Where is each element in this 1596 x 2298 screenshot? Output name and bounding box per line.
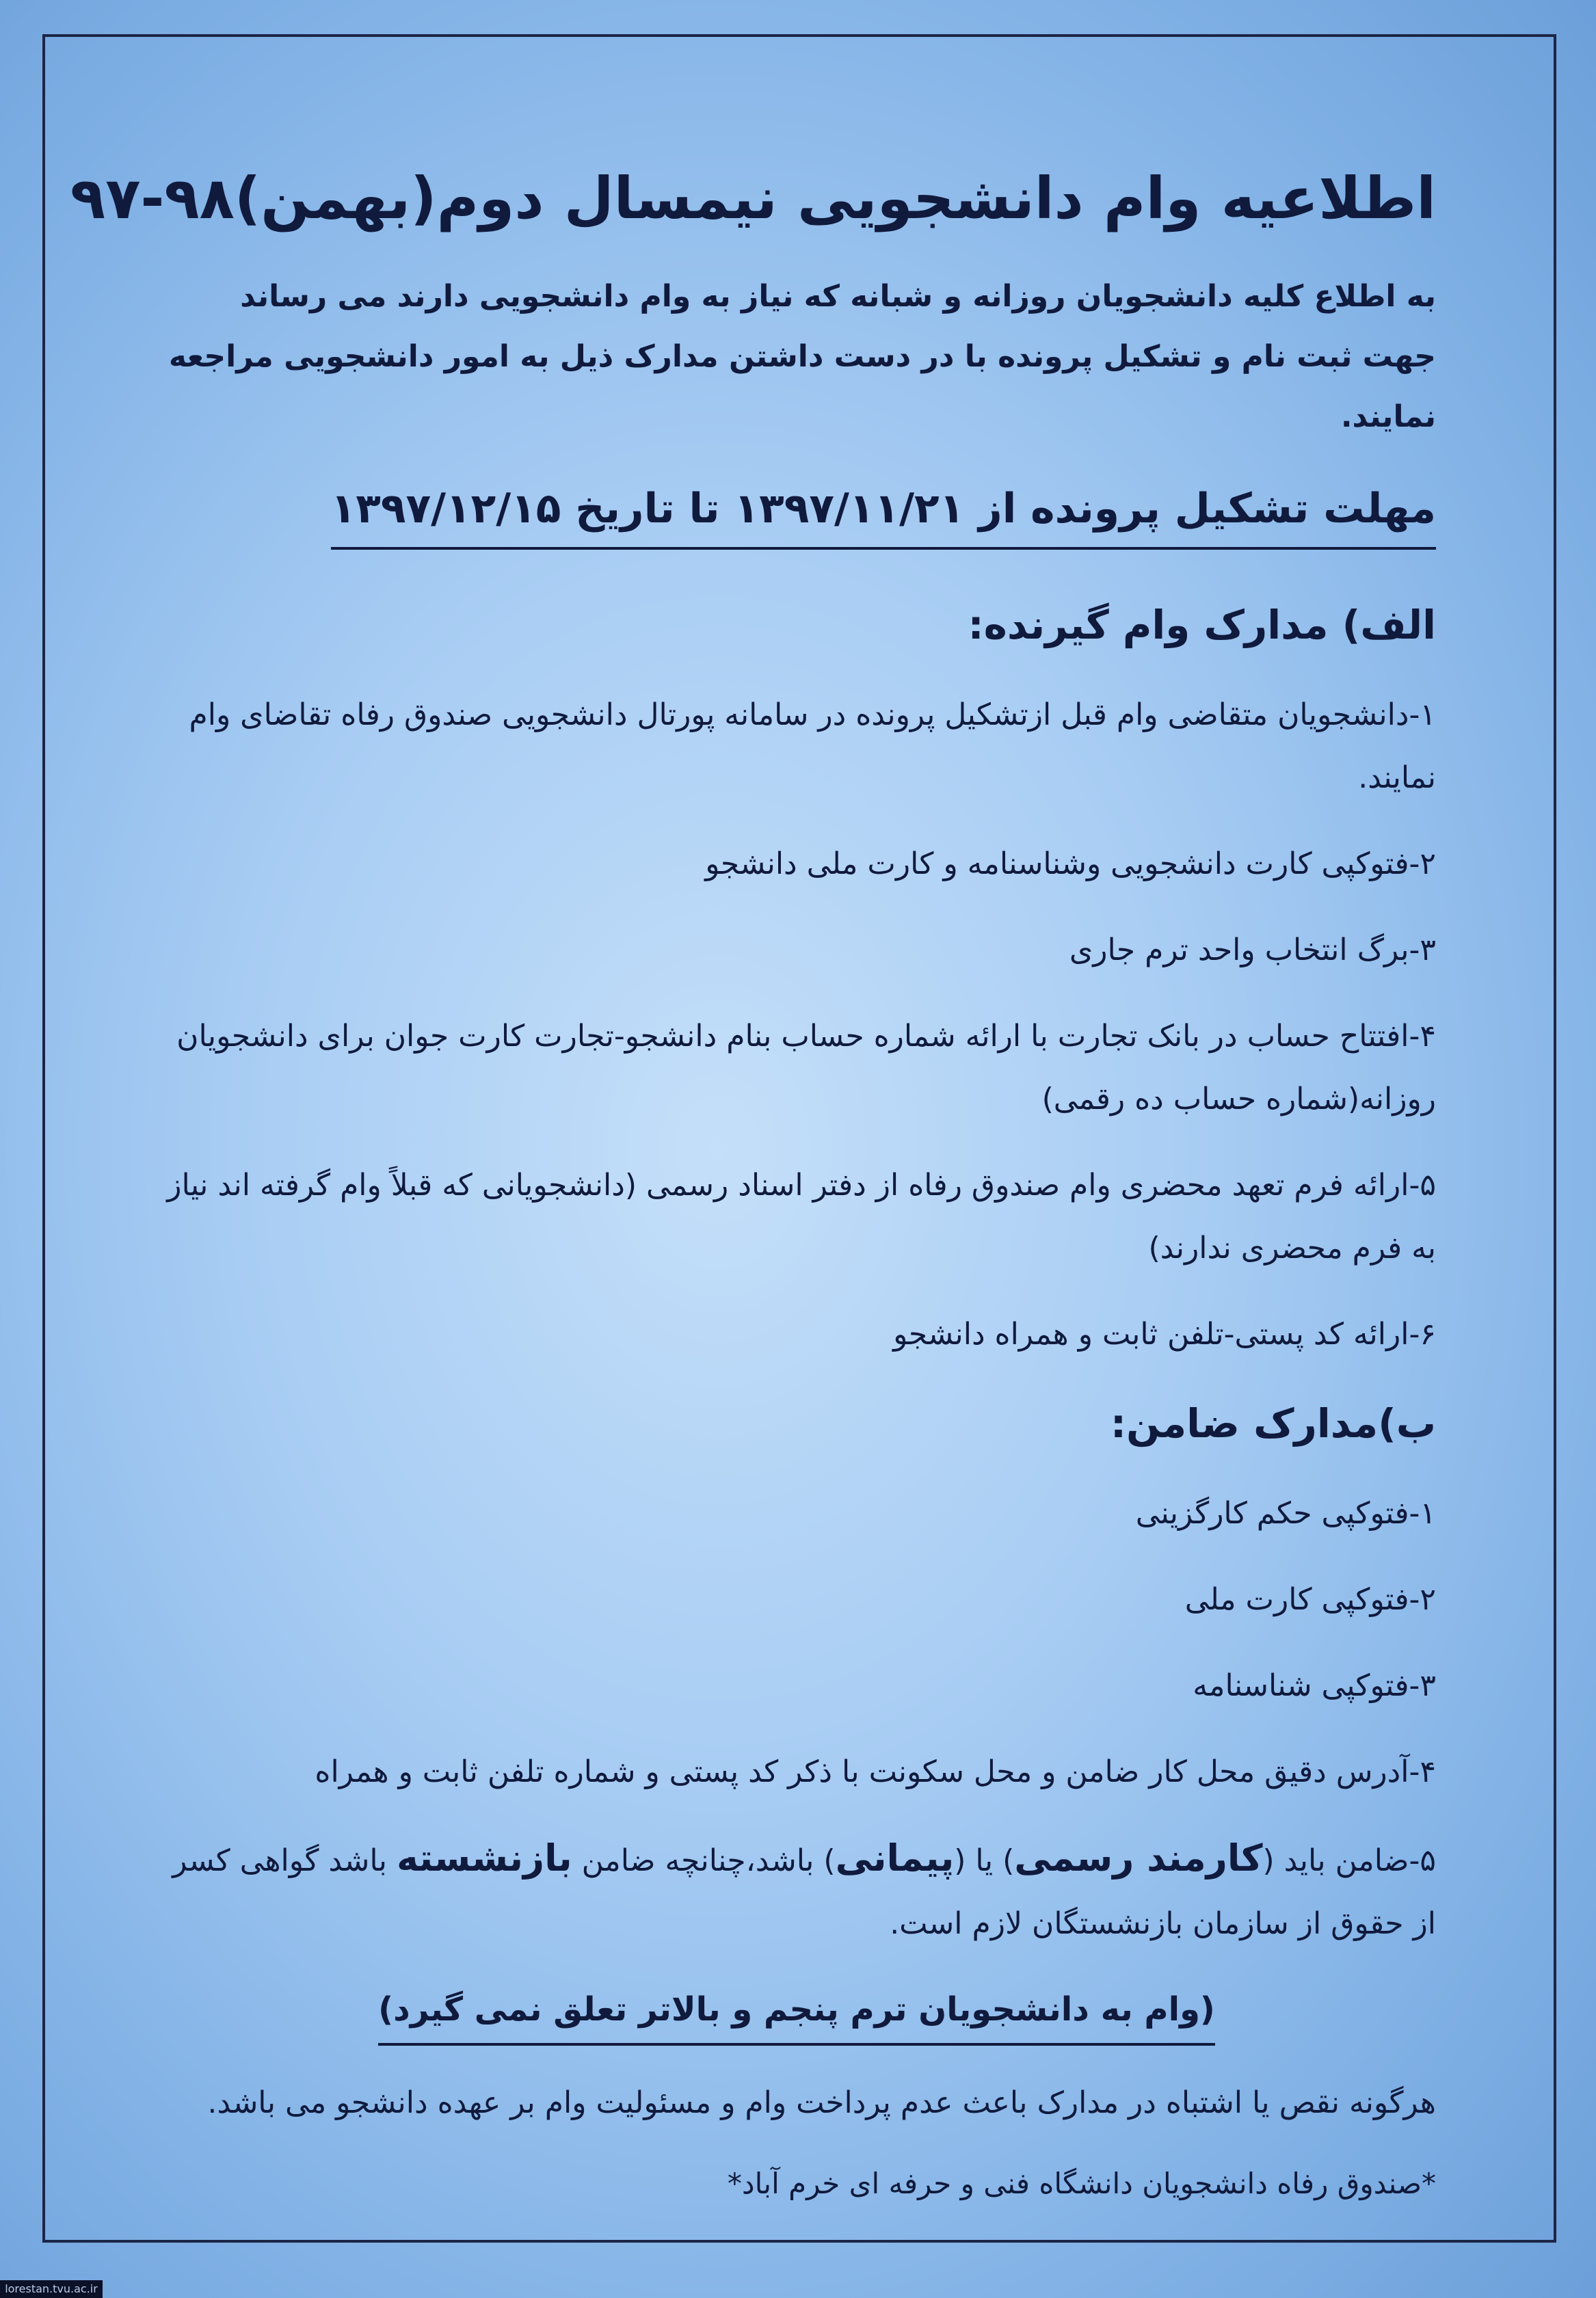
guarantor-item-5-part3: ) باشد،چنانچه ضامن	[572, 1843, 836, 1878]
notice-wrapper	[157, 1979, 1436, 2046]
eligibility-notice: (وام به دانشجویان ترم پنجم و بالاتر تعلق نمی گیرد)	[378, 1979, 1215, 2046]
guarantor-item-1: ۱-فتوکپی حکم کارگزینی	[1135, 1496, 1436, 1531]
borrower-item-1: ۱-دانشجویان متقاضی وام قبل ازتشکیل پرونده در سامانه پورتال دانشجویی صندوق رفاه تقاضای وام نمایند.	[189, 697, 1436, 795]
borrower-item-4: ۴-افتتاح حساب در بانک تجارت با ارائه شماره حساب بنام دانشجو-تجارت کارت جوان برای دانشجویان روزانه(شماره حساب ده رقمی)	[176, 1019, 1436, 1117]
site-watermark: lorestan.tvu.ac.ir	[0, 2280, 103, 2298]
retired-emphasis: بازنشسته	[397, 1836, 572, 1880]
guarantor-item-5	[157, 1827, 1436, 1955]
borrower-item-5: ۵-ارائه فرم تعهد محضری وام صندوق رفاه از دفتر اسناد رسمی (دانشجویانی که قبلاً وام گرفته اند نیاز به فرم محضری ندارند)	[167, 1168, 1436, 1266]
announcement-title: اطلاعیه وام دانشجویی نیمسال دوم(بهمن)۹۸-۹۷	[70, 165, 1436, 232]
responsibility-footnote: هرگونه نقص یا اشتباه در مدارک باعث عدم پرداخت وام و مسئولیت وام بر عهده دانشجو می باشد.	[207, 2085, 1436, 2120]
issuer-signature: *صندوق رفاه دانشجویان دانشگاه فنی و حرفه ای خرم آباد*	[727, 2167, 1436, 2200]
guarantor-item-4: ۴-آدرس دقیق محل کار ضامن و محل سکونت با ذکر کد پستی و شماره تلفن ثابت و همراه	[315, 1754, 1436, 1789]
borrower-item-6: ۶-ارائه کد پستی-تلفن ثابت و همراه دانشجو	[893, 1317, 1436, 1352]
guarantor-item-3: ۳-فتوکپی شناسنامه	[1193, 1668, 1436, 1703]
contract-employee-emphasis: پیمانی	[835, 1836, 955, 1880]
guarantor-documents-heading: ب)مدارک ضامن:	[1110, 1400, 1436, 1447]
guarantor-item-5-part4: باشد گواهی کسر از حقوق از سازمان بازنشستگان لازم است.	[172, 1843, 1436, 1941]
borrower-item-2: ۲-فتوکپی کارت دانشجویی وشناسنامه و کارت ملی دانشجو	[705, 846, 1436, 881]
borrower-item-3: ۳-برگ انتخاب واحد ترم جاری	[1069, 933, 1436, 967]
official-employee-emphasis: کارمند رسمی	[1014, 1836, 1263, 1880]
deadline-line: مهلت تشکیل پرونده از ۱۳۹۷/۱۱/۲۱ تا تاریخ ۱۳۹۷/۱۲/۱۵	[331, 475, 1436, 550]
guarantor-item-5-part1: ۵-ضامن باید (	[1262, 1843, 1436, 1878]
announcement-content	[70, 157, 1436, 2214]
guarantor-item-5-part2: ) یا (	[954, 1843, 1015, 1878]
borrower-documents-heading: الف) مدارک وام گیرنده:	[968, 602, 1436, 648]
intro-paragraph: به اطلاع کلیه دانشجویان روزانه و شبانه که نیاز به وام دانشجویی دارند می رساند جهت ثبت نام و تشکیل پرونده با در دست داشتن مدارک ذیل به امور دانشجویی مراجعه نمایند.	[168, 279, 1436, 434]
guarantor-item-2: ۲-فتوکپی کارت ملی	[1184, 1582, 1436, 1617]
